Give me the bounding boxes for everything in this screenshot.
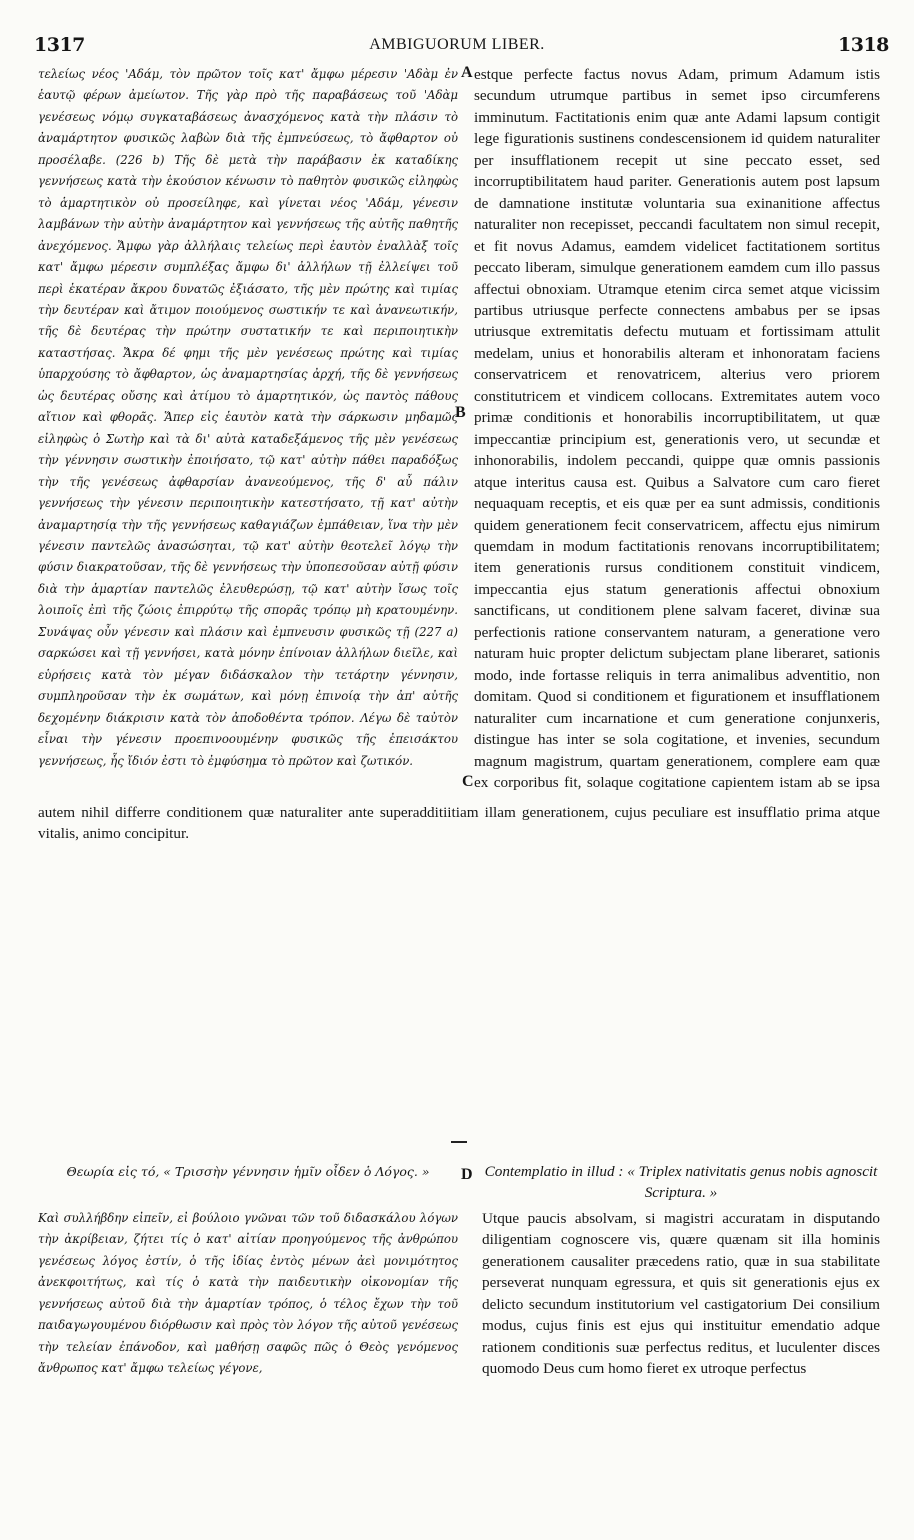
margin-marker-b: B: [455, 404, 466, 421]
running-title: AMBIGUORUM LIBER.: [369, 36, 545, 53]
margin-marker-a: A: [461, 64, 473, 81]
latin-column-2: [482, 1208, 880, 1444]
page-number-left: 1317: [34, 34, 85, 56]
greek-paragraph-1: τελείως νέος 'Αδάμ, τὸν πρῶτον τοῖς κατ' ἄμφω μέρεσιν 'Αδὰμ ἐν ἑαυτῷ φέρων ἀμείωτον. Τῆς γὰρ πρὸ τῆς παραβάσεως τοῦ 'Αδὰμ γενέσεως νόμῳ συγκαταβάσεως ἀνασχόμενος κατὰ τὴν πλάσιν τὸ ἀναμάρτητον φυσικῶς λαβὼν διὰ τῆς ἐμπνεύσεως, τὸ ἄφθαρτον οὐ προσέλαβε. (226 b) Τῆς δὲ μετὰ τὴν παράβασιν ἐκ καταδίκης γεννήσεως κατὰ τὴν ἑκούσιον κένωσιν τὸ παθητὸν φυσικῶς εἰληφὼς τὸ ἁμαρτητικὸν οὐ προσείληφε, καὶ γίνεται νέος 'Αδάμ, γένεσιν λαμβάνων τὴν αὐτὴν ἀναμάρτητον καὶ γεννήσεως τῆς αὐτῆς παθητῆς ἀνεχόμενος. Ἄμφω γὰρ ἀλλήλαις τελείως περὶ ἑαυτὸν ἐναλλὰξ τοῖς κατ' ἄμφω μέρεσιν συμπλέξας ἄμφω δι' ἀλλήλων τῇ ἐλλείψει τοῦ περὶ ἑκατέραν ἄκρου δυνατῶς ἐξιάσατο, τῆς μὲν πρώτης καὶ τιμίας τὴν δευτέραν καὶ ἄτιμον ποιούμενος σωστικήν τε καὶ ἀνανεωτικήν, τῆς δὲ δευτέρας τὴν πρώτην συστατικήν τε καὶ περιποιητικὴν καταστήσας. Ἄκρα δέ φημι τῆς μὲν γενέσεως πρώτης καὶ τιμίας ὑπαρχούσης τὸ ἄφθαρτον, ὡς ἀναμαρτησίας ἀρχή, τῆς δὲ γεννήσεως ὡς δευτέρας οὔσης καὶ ἀτίμου τὸ ἁμαρτητικόν, ὡς παντὸς πάθους αἴτιον καὶ φθορᾶς. Ἅπερ εἰς ἑαυτὸν κατὰ τὴν σάρκωσιν μηδαμῶς εἰληφὼς ὁ Σωτὴρ καὶ τὰ δι' αὐτὰ καταδεξάμενος τῆς μὲν γενέσεως τὴν γέννησιν σωστικὴν ἐποιήσατο, τῷ κατ' αὐτὴν πάθει παραδόξως τὴν τῆς γενέσεως ἀφθαρσίαν ἀνανεούμενος, τῆς δ' αὖ πάλιν γεννήσεως τὴν γένεσιν περιποιητικὴν κατεστήσατο, τῇ κατ' αὐτὴν ἀναμαρτησίᾳ τὴν τῆς γεννήσεως καθαγιάζων ἐμπάθειαν, ἵνα τὴν μὲν γένεσιν παντελῶς ἀνασώσηται, τῷ κατ' αὐτὴν θεοτελεῖ λόγῳ τὴν φύσιν διακρατοῦσαν, τῆς δὲ γεννήσεως τὴν ὑποπεσοῦσαν αὐτῇ φύσιν διὰ τὴν ἁμαρτίαν παντελῶς ἐλευθερώσῃ, τῷ κατ' αὐτὴν ἴσως τοῖς λοιποῖς ἐπὶ τῆς ζώοις ἐπιρρύτῳ τῆς σπορᾶς τρόπῳ μὴ κρατουμένην. Συνάψας οὖν γένεσιν καὶ πλάσιν καὶ ἐμπνευσιν φυσικῶς τῇ (227 a) σαρκώσει καὶ τῇ γεννήσει, κατὰ μόνην ἐπίνοιαν ἀλλήλων διεῖλε, καὶ εὑρήσεις κατὰ τὸν μέγαν διδάσκαλον τὴν τετάρτην γέννησιν, συμπληροῦσαν τὴν ἐκ σωμάτων, καὶ μόνῃ ἐπινοίᾳ τὴν ἀπ' αὐτῆς δεχομένην διάκρισιν κατὰ τὸν ἀποδοθέντα τρόπον. Λέγω δὲ ταὐτὸν εἶναι τὴν γένεσιν προεπινοουμένην φυσικῶς τῆς ἐπεισάκτου γεννήσεως, ἧς ἴδιόν ἐστι τὸ ἐμφύσημα τὸ πρῶτον καὶ ζωτικόν.: [38, 67, 458, 768]
section-divider: [451, 1141, 467, 1143]
latin-column-1: [474, 64, 880, 796]
latin-section-heading: Contemplatio in illud : « Triplex nativitatis genus nobis agnoscit Scriptura. »: [484, 1163, 878, 1201]
latin-spanning-lines: [38, 802, 880, 846]
running-header: [0, 34, 914, 64]
page-number-right: 1318: [838, 34, 889, 56]
margin-marker-d: D: [461, 1166, 473, 1183]
greek-section-heading: Θεωρία εἰς τό, « Τρισσὴν γέννησιν ἡμῖν οἶδεν ὁ Λόγος. »: [66, 1164, 430, 1179]
latin-paragraph-1: estque perfecte factus novus Adam, primum Adamum istis secundum utrumque partibus in semet ipso circumferens imminutum. Factitationis enim quæ ante Adami lapsum contigit lege figurationis sustinens condescensionem id quidem naturaliter per insufflationem recepit ut sine peccato esset, sed incorruptibilitatem haud pariter. Generationis autem post lapsum de damnatione institutæ voluntaria sua exinanitione affectus naturaliter non recepisset, peccandi facultatem non simul recepit, et fit novus Adamus, eamdem videlicet factitationem sortitus peccato liberam, simulque generationem eamdem cum illo passus affectui obnoxiam. Utramque etenim circa semet atque vicissim partibus utriusque perfecte connectens ambabus per se ipsas utriusque extremitatis defectu mutuam et fortissimam attulit medelam, unius et honorabilis alteram et inhonoratam faciens conservatricem et renovatricem, alterius vero priorem constitutricem et vindicem collocans. Extremitates autem voco primæ conditionis et honorabilis incorruptibilitatem, ut quæ impeccantiæ principium est, generationis vero, ut secundæ et inhonorabilis, indolem peccandi, quippe quæ omnis passionis atque interitus causa est. Quibus a Salvatore cum caro fieret nequaquam receptis, et eis quæ per ea sunt admissis, conditionis quidem generationem fecit conservatricem, affectu ejus nimirum quemdam in modum factitationis renovans incorruptibilitatem; item generationis rursus conditionem constituit vindicem, impeccantia ejus statum generationis affectui obnoxium sanctificans, ut conditionem plene salvam faceret, divinæ sua perfectionis ratione conservantem naturam, a generatione vero naturam huic propter delictum subjectam plane liberaret, sationis modo, inde fortasse reliquis in terra animalibus adventitio, non domitam. Quod si conditionem et figurationem et insufflationem naturaliter cum incarnatione et cum generatione conjunxeris, distingue has inter se sola cogitatione, et invenies, secundum magnum magistrum, quartam generationem, complere eam quæ ex corporibus fit, solaque cogitatione capientem istam ab se ipsa: [474, 66, 880, 791]
greek-column-2: [38, 1208, 458, 1444]
latin-paragraph-2: Utque paucis absolvam, si magistri accuratam in disputando diligentiam cognoscere vis, quære quænam sit illa hominis generationem causaliter præcedens ratio, quæ in sua stabilitate perseverat nunquam egressura, et quis sit generationis ejus ex delicto secundum institutorium vel castigatorium Dei consilium modus, cujus finis est ejus qui instituitur emendatio adque rationem conditionis suæ perfectus reditus, et luculenter disces quomodo Deus cum homo fieret ex utroque perfectus: [482, 1210, 880, 1378]
latin-spanning-text: autem nihil differre conditionem quæ naturaliter ante superadditiitiam illam generationem, cujus peculiare est insufflatio prima atque vitalis, animo concipitur.: [38, 804, 880, 843]
greek-paragraph-2: Καὶ συλλήβδην εἰπεῖν, εἰ βούλοιο γνῶναι τῶν τοῦ διδασκάλου λόγων τὴν ἀκρίβειαν, ζήτει τίς ὁ κατ' αἰτίαν προηγούμενος τῆς ἀνθρώπου γενέσεως λόγος ἐστίν, ὁ τῆς ἰδίας ἐντὸς μένων ἀεὶ μονιμότητος ἀνεκφοιτήτως, καὶ τίς ὁ κατὰ τὴν παιδευτικὴν οἰκονομίαν τῆς γεννήσεως αὐτοῦ διὰ τὴν ἁμαρτίαν τρόπος, ὁ τέλος ἔχων τὴν τοῦ παιδαγωγουμένου διόρθωσιν καὶ πρὸς τὸν λόγον τῆς αὐτοῦ γενέσεως τὴν τελείαν ἐπάνοδον, καὶ μαθήσῃ σαφῶς πῶς ὁ Θεὸς γενόμενος ἄνθρωπος κατ' ἄμφω τελείως γέγονε,: [38, 1211, 458, 1376]
greek-column-1: [38, 64, 458, 796]
margin-marker-c: C: [462, 773, 474, 790]
